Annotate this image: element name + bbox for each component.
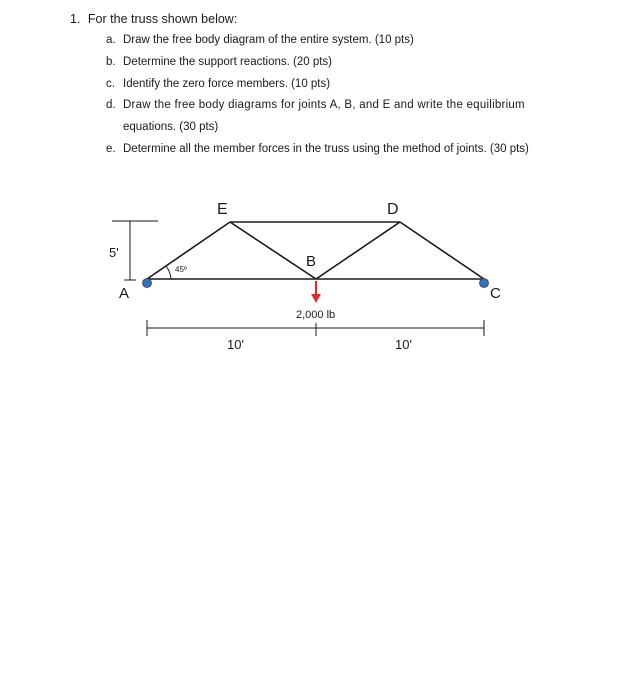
truss-members [147, 222, 484, 279]
joint-label-e: E [217, 201, 228, 218]
support-c [480, 279, 489, 288]
span-right-label: 10' [395, 337, 412, 352]
angle-label: 45º [175, 265, 187, 274]
question-prompt: For the truss shown below: [87, 12, 238, 26]
part-text: Determine the support reactions. (20 pts) [123, 56, 333, 68]
part-d-continuation: equations. (30 pts) [123, 121, 219, 133]
part-letter: d. [106, 99, 116, 111]
support-a [143, 279, 152, 288]
joint-label-d: D [387, 201, 399, 218]
member-ae [147, 222, 230, 279]
member-bd [316, 222, 400, 279]
joint-label-c: C [490, 285, 501, 302]
part-text: Identify the zero force members. (10 pts) [123, 78, 331, 90]
part-letter: b. [106, 56, 116, 68]
span-left-label: 10' [227, 337, 244, 352]
part-text: Draw the free body diagram of the entire system. (10 pts) [123, 34, 414, 46]
question-number: 1. [70, 12, 81, 26]
joint-label-b: B [306, 253, 317, 270]
member-dc [400, 222, 484, 279]
joint-label-a: A [119, 285, 130, 302]
member-eb [230, 222, 316, 279]
load-label: 2,000 lb [296, 309, 336, 321]
part-text: Determine all the member forces in the truss using the method of joints. (30 pts) [123, 143, 529, 155]
part-letter: a. [106, 34, 116, 46]
load-arrow-head [311, 294, 321, 303]
part-letter: c. [106, 78, 115, 90]
part-letter: e. [106, 143, 116, 155]
height-label: 5' [109, 245, 119, 260]
part-text: Draw the free body diagrams for joints A, B, and E and write the equilibrium [123, 99, 525, 111]
angle-arc [166, 266, 171, 279]
